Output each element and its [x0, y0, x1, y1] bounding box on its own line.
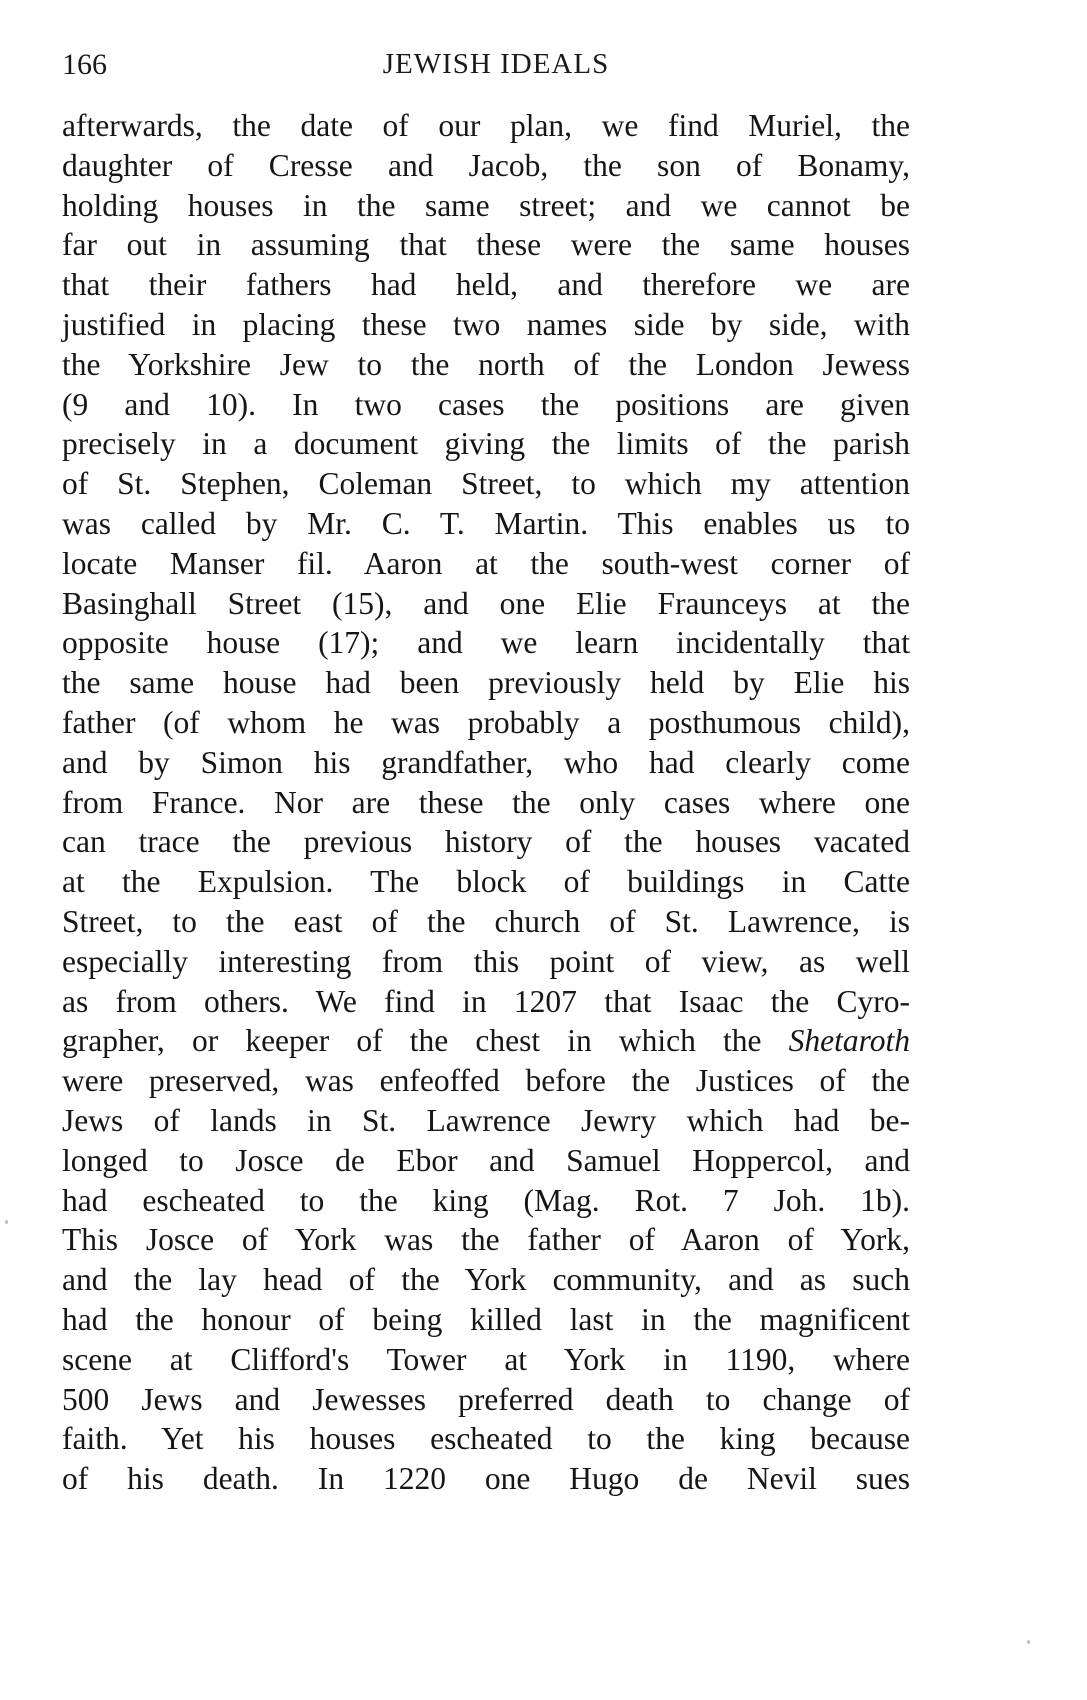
text-line: can trace the previous history of the houses vacated	[62, 824, 910, 860]
text-line: at the Expulsion. The block of buildings in Catte	[62, 864, 910, 900]
text-line-with-italic	[62, 1021, 910, 1061]
text-line: that their fathers had held, and therefore we are	[62, 267, 910, 303]
text-line: justified in placing these two names side by side, with	[62, 306, 910, 342]
text-line: as from others. We find in 1207 that Isaac the Cyro-	[62, 983, 910, 1019]
text-line: opposite house (17); and we learn incidentally that	[62, 625, 910, 661]
running-title: JEWISH IDEALS	[382, 48, 610, 80]
text-line: of his death. In 1220 one Hugo de Nevil sues	[62, 1461, 910, 1497]
text-line: the Yorkshire Jew to the north of the London Jewess	[62, 346, 910, 382]
text-line: afterwards, the date of our plan, we find Muriel, the	[62, 108, 910, 143]
text-line: the same house had been previously held by Elie his	[62, 665, 910, 701]
text-segment: grapher, or keeper of the chest in which the	[62, 1023, 789, 1059]
text-line: 500 Jews and Jewesses preferred death to change of	[62, 1381, 910, 1417]
text-line: had escheated to the king (Mag. Rot. 7 Joh. 1b).	[62, 1182, 910, 1218]
text-line: father (of whom he was probably a posthumous child),	[62, 704, 910, 740]
text-line: were preserved, was enfeoffed before the Justices of the	[62, 1063, 910, 1099]
text-line: Street, to the east of the church of St. Lawrence, is	[62, 903, 910, 939]
text-line: of St. Stephen, Coleman Street, to which my attention	[62, 466, 910, 502]
text-line: (9 and 10). In two cases the positions are given	[62, 386, 910, 422]
text-line: far out in assuming that these were the same houses	[62, 227, 910, 263]
text-line: Jews of lands in St. Lawrence Jewry which had be-	[62, 1102, 910, 1138]
page-number: 166	[62, 48, 107, 81]
text-line: This Josce of York was the father of Aaron of York,	[62, 1222, 910, 1258]
text-line: longed to Josce de Ebor and Samuel Hoppercol, and	[62, 1142, 910, 1178]
page-header	[62, 48, 910, 88]
text-line: scene at Clifford's Tower at York in 1190, where	[62, 1341, 910, 1377]
italic-term: Shetaroth	[788, 1023, 910, 1059]
scan-speck	[5, 1220, 8, 1224]
text-line: locate Manser fil. Aaron at the south-west corner of	[62, 545, 910, 581]
text-line: precisely in a document giving the limits of the parish	[62, 426, 910, 462]
text-line: daughter of Cresse and Jacob, the son of Bonamy,	[62, 147, 910, 183]
text-line: holding houses in the same street; and we cannot be	[62, 187, 910, 223]
text-line: had the honour of being killed last in the magnificent	[62, 1301, 910, 1337]
text-line: especially interesting from this point of view, as well	[62, 943, 910, 979]
scan-speck	[1027, 1640, 1030, 1644]
text-line: and by Simon his grandfather, who had clearly come	[62, 744, 910, 780]
text-line: and the lay head of the York community, and as such	[62, 1262, 910, 1298]
text-line: from France. Nor are these the only cases where one	[62, 784, 910, 820]
body-text	[62, 106, 910, 1499]
text-line: Basinghall Street (15), and one Elie Fraunceys at the	[62, 585, 910, 621]
text-line: faith. Yet his houses escheated to the king because	[62, 1421, 910, 1457]
text-line: was called by Mr. C. T. Martin. This enables us to	[62, 505, 910, 541]
